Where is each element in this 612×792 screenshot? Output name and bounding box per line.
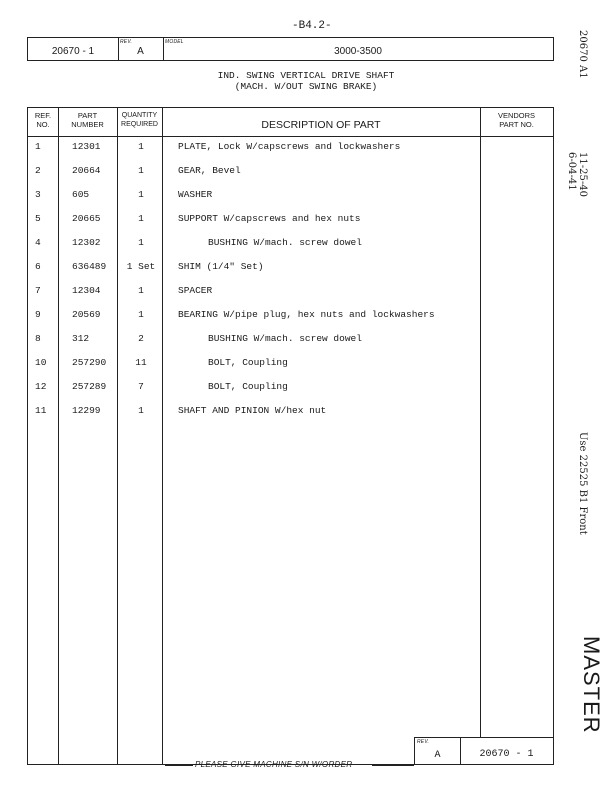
footer-box bbox=[414, 737, 554, 765]
quantity: 1 bbox=[138, 141, 144, 152]
col-header-part bbox=[58, 111, 117, 129]
col-header-vendor-line2: PART NO. bbox=[499, 120, 534, 129]
side-date-2: 6-04-41 bbox=[566, 152, 577, 191]
table-row bbox=[28, 285, 553, 309]
col-header-qty-line2: REQUIRED bbox=[121, 121, 158, 128]
footer-note: PLEASE GIVE MACHINE S/N W/ORDER bbox=[195, 760, 353, 769]
ref-number: 9 bbox=[35, 309, 41, 320]
part-number: 20664 bbox=[72, 165, 101, 176]
ref-number: 4 bbox=[35, 237, 41, 248]
quantity: 1 bbox=[138, 165, 144, 176]
parts-table bbox=[27, 107, 554, 765]
quantity: 7 bbox=[138, 381, 144, 392]
col-header-qty-line1: QUANTITY bbox=[121, 112, 158, 119]
col-header-description: DESCRIPTION OF PART bbox=[261, 119, 381, 131]
header-box bbox=[27, 37, 554, 61]
side-code: 20670 A1 bbox=[577, 30, 588, 79]
table-row bbox=[28, 333, 553, 357]
side-date-1: 11-25-40 bbox=[577, 152, 588, 197]
ref-number: 10 bbox=[35, 357, 47, 368]
quantity: 1 bbox=[138, 309, 144, 320]
part-number: 12302 bbox=[72, 237, 101, 248]
page-code: -B4.2- bbox=[292, 20, 332, 32]
side-use-note: Use 22525 B1 Front bbox=[577, 432, 588, 535]
part-description: WASHER bbox=[178, 189, 213, 200]
master-stamp: MASTER bbox=[579, 636, 604, 734]
quantity: 2 bbox=[138, 333, 144, 344]
footer-number-cell bbox=[460, 738, 553, 764]
part-description: SHAFT AND PINION W/hex nut bbox=[178, 405, 327, 416]
footer-rev-label: REV. bbox=[417, 739, 430, 745]
part-description: SUPPORT W/capscrews and hex nuts bbox=[178, 213, 361, 224]
rev-label: REV. bbox=[120, 39, 133, 45]
part-number: 20665 bbox=[72, 213, 101, 224]
part-number: 12301 bbox=[72, 141, 101, 152]
model-label: MODEL bbox=[165, 39, 184, 45]
col-header-ref-line2: NO. bbox=[36, 120, 50, 129]
table-row bbox=[28, 261, 553, 285]
col-header-qty bbox=[117, 111, 162, 129]
col-header-vendor-line1: VENDORS bbox=[497, 111, 536, 120]
part-number: 636489 bbox=[72, 261, 107, 272]
footer-note-rule-left bbox=[165, 765, 193, 766]
part-description: SPACER bbox=[178, 285, 213, 296]
part-description: BUSHING W/mach. screw dowel bbox=[208, 333, 362, 344]
col-header-part-line2: NUMBER bbox=[71, 120, 104, 129]
quantity: 1 bbox=[138, 237, 144, 248]
table-row bbox=[28, 357, 553, 381]
ref-number: 3 bbox=[35, 189, 41, 200]
ref-number: 2 bbox=[35, 165, 41, 176]
part-description: BUSHING W/mach. screw dowel bbox=[208, 237, 362, 248]
col-header-ref-line1: REF. bbox=[34, 111, 52, 120]
title-line-1: IND. SWING VERTICAL DRIVE SHAFT bbox=[217, 70, 395, 81]
quantity: 1 Set bbox=[126, 261, 156, 272]
model-cell bbox=[163, 38, 553, 60]
ref-number: 1 bbox=[35, 141, 41, 152]
part-number: 12304 bbox=[72, 285, 101, 296]
col-header-vendor bbox=[480, 111, 553, 129]
ref-number: 12 bbox=[35, 381, 47, 392]
part-number: 312 bbox=[72, 333, 90, 344]
ref-number: 11 bbox=[35, 405, 47, 416]
quantity: 11 bbox=[135, 357, 147, 368]
footer-rev-cell bbox=[415, 738, 461, 764]
part-description: PLATE, Lock W/capscrews and lockwashers bbox=[178, 141, 401, 152]
rev-cell bbox=[118, 38, 164, 60]
part-number: 12299 bbox=[72, 405, 101, 416]
part-description: BEARING W/pipe plug, hex nuts and lockwashers bbox=[178, 309, 435, 320]
table-row bbox=[28, 189, 553, 213]
part-number: 257290 bbox=[72, 357, 107, 368]
table-row bbox=[28, 309, 553, 333]
quantity: 1 bbox=[138, 189, 144, 200]
ref-number: 8 bbox=[35, 333, 41, 344]
part-number: 20569 bbox=[72, 309, 101, 320]
quantity: 1 bbox=[138, 213, 144, 224]
part-description: GEAR, Bevel bbox=[178, 165, 241, 176]
title-line-2: (MACH. W/OUT SWING BRAKE) bbox=[234, 81, 378, 92]
table-row bbox=[28, 237, 553, 261]
footer-rev-value: A bbox=[434, 750, 441, 761]
table-row bbox=[28, 405, 553, 429]
ref-number: 6 bbox=[35, 261, 41, 272]
footer-drawing-number: 20670 - 1 bbox=[479, 749, 534, 760]
table-row bbox=[28, 213, 553, 237]
quantity: 1 bbox=[138, 405, 144, 416]
part-description: BOLT, Coupling bbox=[208, 357, 288, 368]
rev-value: A bbox=[137, 46, 144, 57]
drawing-number: 20670 - 1 bbox=[51, 46, 95, 57]
part-description: SHIM (1/4" Set) bbox=[178, 261, 264, 272]
header-divider bbox=[28, 136, 553, 137]
part-description: BOLT, Coupling bbox=[208, 381, 288, 392]
ref-number: 5 bbox=[35, 213, 41, 224]
quantity: 1 bbox=[138, 285, 144, 296]
part-number: 605 bbox=[72, 189, 90, 200]
drawing-number-cell bbox=[28, 38, 119, 60]
table-row bbox=[28, 141, 553, 165]
ref-number: 7 bbox=[35, 285, 41, 296]
table-row bbox=[28, 165, 553, 189]
col-header-ref bbox=[28, 111, 58, 129]
col-header-part-line1: PART bbox=[77, 111, 98, 120]
table-row bbox=[28, 381, 553, 405]
part-number: 257289 bbox=[72, 381, 107, 392]
model-value: 3000-3500 bbox=[334, 46, 382, 57]
footer-note-rule-right bbox=[372, 765, 414, 766]
